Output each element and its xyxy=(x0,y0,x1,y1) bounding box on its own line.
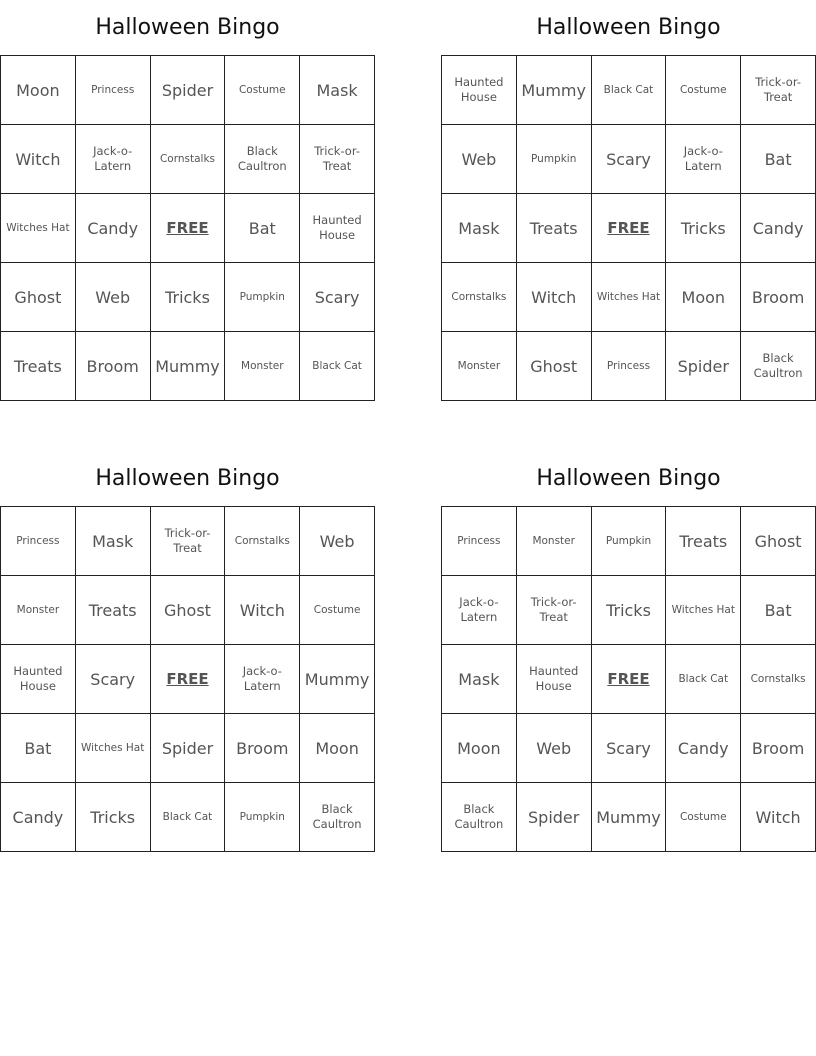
bingo-cell: Pumpkin xyxy=(591,507,666,576)
bingo-cell: Bat xyxy=(225,194,300,263)
bingo-cell: Pumpkin xyxy=(225,783,300,852)
bingo-cell: Monster xyxy=(1,576,76,645)
bingo-cell: Trick-or- Treat xyxy=(741,56,816,125)
bingo-row xyxy=(1,194,375,263)
bingo-cell: Cornstalks xyxy=(150,125,225,194)
bingo-cell: Princess xyxy=(1,507,76,576)
bingo-row xyxy=(442,125,816,194)
bingo-card-1 xyxy=(0,15,375,401)
bingo-cell: Spider xyxy=(150,56,225,125)
bingo-cell: Web xyxy=(75,263,150,332)
bingo-cell: Scary xyxy=(75,645,150,714)
bingo-card-2 xyxy=(441,15,816,401)
bingo-cell: Black Caultron xyxy=(442,783,517,852)
free-space-cell: FREE xyxy=(150,645,225,714)
bingo-cell: Mummy xyxy=(150,332,225,401)
bingo-cell: Web xyxy=(442,125,517,194)
bingo-cell: Bat xyxy=(741,125,816,194)
bingo-cell: Ghost xyxy=(1,263,76,332)
bingo-cell: Pumpkin xyxy=(225,263,300,332)
bingo-cell: Treats xyxy=(1,332,76,401)
bingo-cell: Jack-o- Latern xyxy=(75,125,150,194)
bingo-grid xyxy=(0,55,375,401)
bingo-cell: Treats xyxy=(75,576,150,645)
bingo-cell: Haunted House xyxy=(300,194,375,263)
bingo-cell: Princess xyxy=(442,507,517,576)
card-title: Halloween Bingo xyxy=(536,466,721,491)
bingo-cell: Black Cat xyxy=(666,645,741,714)
bingo-cell: Black Caultron xyxy=(225,125,300,194)
bingo-cell: Mummy xyxy=(300,645,375,714)
bingo-cell: Witch xyxy=(1,125,76,194)
bingo-cell: Mask xyxy=(442,194,517,263)
bingo-cell: Broom xyxy=(75,332,150,401)
bingo-cell: Moon xyxy=(666,263,741,332)
bingo-row xyxy=(1,263,375,332)
free-space-cell: FREE xyxy=(150,194,225,263)
bingo-grid xyxy=(441,506,816,852)
card-title: Halloween Bingo xyxy=(536,15,721,40)
bingo-cell: Tricks xyxy=(75,783,150,852)
bingo-row xyxy=(442,576,816,645)
bingo-cell: Web xyxy=(516,714,591,783)
bingo-row xyxy=(442,645,816,714)
bingo-cell: Ghost xyxy=(741,507,816,576)
bingo-cell: Moon xyxy=(442,714,517,783)
bingo-cell: Black Cat xyxy=(300,332,375,401)
bingo-cell: Black Caultron xyxy=(300,783,375,852)
bingo-cell: Monster xyxy=(442,332,517,401)
bingo-cell: Scary xyxy=(591,125,666,194)
bingo-cell: Black Cat xyxy=(150,783,225,852)
bingo-cell: Bat xyxy=(741,576,816,645)
bingo-cell: Mask xyxy=(75,507,150,576)
bingo-row xyxy=(1,507,375,576)
bingo-cell: Mummy xyxy=(516,56,591,125)
bingo-cell: Mummy xyxy=(591,783,666,852)
bingo-cell: Treats xyxy=(516,194,591,263)
bingo-row xyxy=(442,332,816,401)
bingo-cell: Costume xyxy=(300,576,375,645)
bingo-cell: Witches Hat xyxy=(666,576,741,645)
free-space-cell: FREE xyxy=(591,194,666,263)
bingo-cell: Moon xyxy=(300,714,375,783)
bingo-row xyxy=(442,194,816,263)
bingo-cell: Haunted House xyxy=(516,645,591,714)
bingo-cell: Broom xyxy=(225,714,300,783)
bingo-cell: Trick-or- Treat xyxy=(150,507,225,576)
bingo-grid xyxy=(0,506,375,852)
bingo-cell: Scary xyxy=(591,714,666,783)
bingo-cell: Mask xyxy=(442,645,517,714)
bingo-cell: Witch xyxy=(225,576,300,645)
bingo-card-4 xyxy=(441,466,816,852)
bingo-cell: Tricks xyxy=(150,263,225,332)
bingo-cell: Spider xyxy=(516,783,591,852)
card-title: Halloween Bingo xyxy=(95,466,280,491)
bingo-row xyxy=(1,332,375,401)
bingo-cell: Tricks xyxy=(666,194,741,263)
bingo-cell: Witches Hat xyxy=(75,714,150,783)
bingo-card-3 xyxy=(0,466,375,852)
bingo-cell: Costume xyxy=(666,783,741,852)
bingo-cell: Jack-o- Latern xyxy=(666,125,741,194)
bingo-cell: Broom xyxy=(741,263,816,332)
bingo-row xyxy=(1,576,375,645)
bingo-cell: Costume xyxy=(225,56,300,125)
bingo-row xyxy=(1,125,375,194)
bingo-cell: Spider xyxy=(150,714,225,783)
bingo-cell: Haunted House xyxy=(442,56,517,125)
bingo-cell: Pumpkin xyxy=(516,125,591,194)
bingo-cell: Candy xyxy=(741,194,816,263)
bingo-cell: Candy xyxy=(1,783,76,852)
bingo-cell: Witch xyxy=(741,783,816,852)
bingo-cell: Costume xyxy=(666,56,741,125)
bingo-row xyxy=(1,56,375,125)
bingo-cell: Spider xyxy=(666,332,741,401)
bingo-cell: Moon xyxy=(1,56,76,125)
bingo-cell: Scary xyxy=(300,263,375,332)
bingo-cell: Candy xyxy=(75,194,150,263)
bingo-cell: Black Caultron xyxy=(741,332,816,401)
bingo-row xyxy=(442,507,816,576)
bingo-cell: Monster xyxy=(225,332,300,401)
bingo-row xyxy=(1,783,375,852)
bingo-cell: Web xyxy=(300,507,375,576)
bingo-cell: Tricks xyxy=(591,576,666,645)
bingo-cell: Treats xyxy=(666,507,741,576)
bingo-cell: Princess xyxy=(75,56,150,125)
bingo-cell: Cornstalks xyxy=(741,645,816,714)
bingo-cell: Princess xyxy=(591,332,666,401)
bingo-cell: Cornstalks xyxy=(225,507,300,576)
bingo-cell: Trick-or- Treat xyxy=(300,125,375,194)
bingo-row xyxy=(442,714,816,783)
bingo-cell: Witch xyxy=(516,263,591,332)
bingo-row xyxy=(442,263,816,332)
bingo-cell: Witches Hat xyxy=(591,263,666,332)
bingo-cell: Witches Hat xyxy=(1,194,76,263)
card-title: Halloween Bingo xyxy=(95,15,280,40)
bingo-cell: Cornstalks xyxy=(442,263,517,332)
bingo-cell: Ghost xyxy=(150,576,225,645)
bingo-cell: Black Cat xyxy=(591,56,666,125)
bingo-cell: Haunted House xyxy=(1,645,76,714)
bingo-grid xyxy=(441,55,816,401)
bingo-cell: Broom xyxy=(741,714,816,783)
free-space-cell: FREE xyxy=(591,645,666,714)
bingo-cell: Monster xyxy=(516,507,591,576)
bingo-cell: Jack-o- Latern xyxy=(225,645,300,714)
bingo-row xyxy=(1,714,375,783)
bingo-cell: Trick-or- Treat xyxy=(516,576,591,645)
bingo-cell: Jack-o- Latern xyxy=(442,576,517,645)
bingo-cell: Bat xyxy=(1,714,76,783)
bingo-cell: Mask xyxy=(300,56,375,125)
bingo-row xyxy=(442,783,816,852)
bingo-row xyxy=(1,645,375,714)
bingo-row xyxy=(442,56,816,125)
bingo-cell: Candy xyxy=(666,714,741,783)
bingo-cell: Ghost xyxy=(516,332,591,401)
